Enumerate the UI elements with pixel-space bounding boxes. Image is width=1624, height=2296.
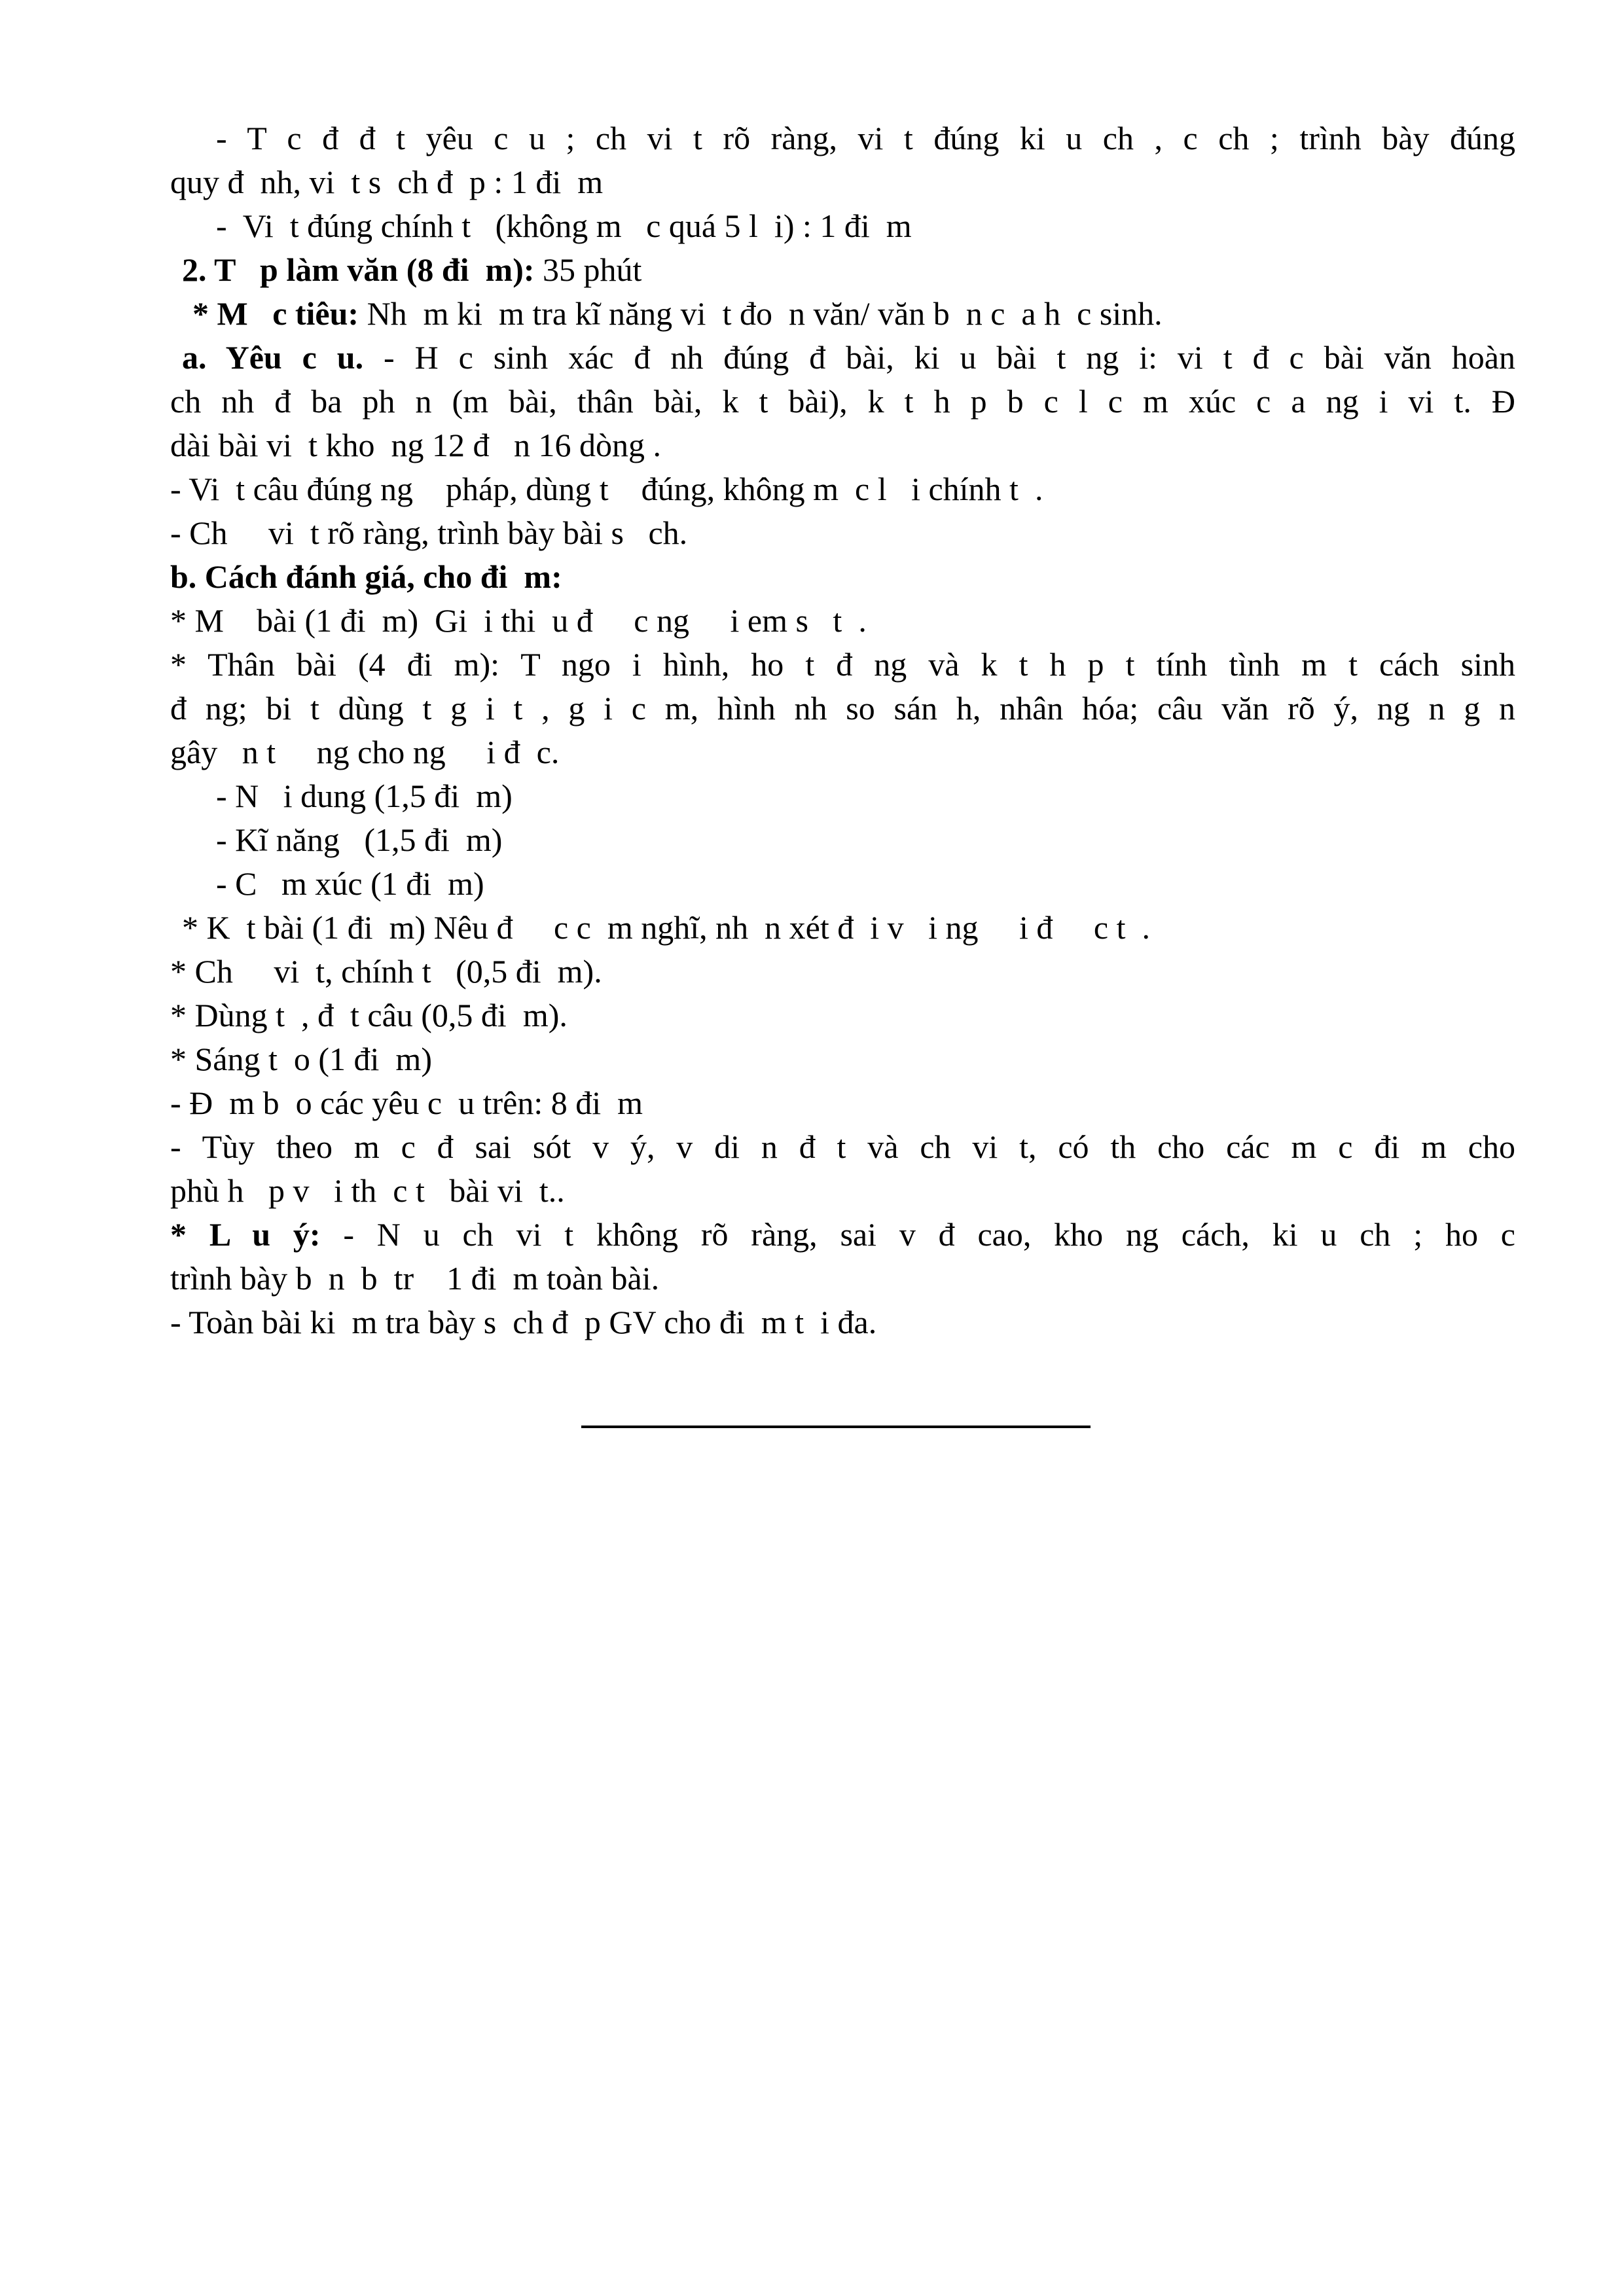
grading-adjust-1: - Tùy theo m c đ sai sót v ý, v di n đ t và ch vi t, có th cho các m c đi m cho — [170, 1128, 1515, 1165]
grading-body-3: gây n t ng cho ng i đ c. — [170, 734, 560, 770]
grading-handwriting: * Ch vi t, chính t (0,5 đi m). — [170, 953, 602, 990]
section-heading-essay — [170, 248, 1515, 292]
requirements-grammar: - Vi t câu đúng ng pháp, dùng t đúng, không m c l i chính t . — [170, 471, 1043, 507]
requirements-line-1 — [170, 336, 1515, 380]
grading-body-2: đ ng; bi t dùng t g i t , g i c m, hình nh so sán h, nhân hóa; câu văn rõ ý, ng n g n — [170, 690, 1515, 726]
grading-wording: * Dùng t , đ t câu (0,5 đi m). — [170, 997, 568, 1033]
objective-line — [170, 292, 1515, 336]
grading-content: - N i dung (1,5 đi m) — [216, 778, 513, 814]
grading-skill: - Kĩ năng (1,5 đi m) — [216, 821, 503, 858]
grading-intro: * M bài (1 đi m) Gi i thi u đ c ng i em s t . — [170, 602, 867, 639]
note-line-2: trình bày b n b tr 1 đi m toàn bài. — [170, 1260, 660, 1297]
criteria-line-handwriting-cont: quy đ nh, vi t s ch đ p : 1 đi m — [170, 164, 604, 200]
requirements-text-1: - H c sinh xác đ nh đúng đ bài, ki u bài t ng i: vi t đ c bài văn hoàn — [363, 339, 1515, 376]
end-separator-line — [581, 1426, 1091, 1428]
grading-heading-label: b. Cách đánh giá, cho đi m: — [170, 558, 562, 595]
section-heading-essay-label: 2. T p làm văn (8 đi m): — [182, 251, 535, 288]
requirements-label: a. Yêu c u. — [182, 339, 364, 376]
objective-label: * M c tiêu: — [192, 295, 359, 332]
criteria-line-handwriting: - T c đ đ t yêu c u ; ch vi t rõ ràng, vi t đúng ki u ch , c ch ; trình bày đúng — [216, 120, 1515, 156]
grading-conclusion: * K t bài (1 đi m) Nêu đ c c m nghĩ, nh n xét đ i v i ng i đ c t . — [182, 909, 1150, 946]
note-text-1: - N u ch vi t không rõ ràng, sai v đ cao, kho ng cách, ki u ch ; ho c — [320, 1216, 1515, 1253]
grading-creativity: * Sáng t o (1 đi m) — [170, 1041, 432, 1077]
objective-text: Nh m ki m tra kĩ năng vi t đo n văn/ văn b n c a h c sinh. — [359, 295, 1163, 332]
grading-body-1: * Thân bài (4 đi m): T ngo i hình, ho t đ ng và k t h p t tính tình m t cách sinh — [170, 646, 1515, 683]
criteria-line-spelling: - Vi t đúng chính t (không m c quá 5 l i) : 1 đi m — [216, 207, 912, 244]
grading-heading — [170, 555, 1515, 599]
grading-adjust-2: phù h p v i th c t bài vi t.. — [170, 1172, 565, 1209]
note-line-3: - Toàn bài ki m tra bày s ch đ p GV cho đi m t i đa. — [170, 1304, 877, 1340]
document-body — [170, 117, 1515, 1344]
note-line-1 — [170, 1213, 1515, 1257]
requirements-line-3: dài bài vi t kho ng 12 đ n 16 dòng . — [170, 427, 661, 463]
grading-emotion: - C m xúc (1 đi m) — [216, 865, 484, 902]
section-heading-essay-time: 35 phút — [534, 251, 642, 288]
grading-total: - Đ m b o các yêu c u trên: 8 đi m — [170, 1085, 643, 1121]
note-label: * L u ý: — [170, 1216, 321, 1253]
requirements-line-2: ch nh đ ba ph n (m bài, thân bài, k t bài), k t h p b c l c m xúc c a ng i vi t. Đ — [170, 383, 1515, 420]
requirements-handwriting: - Ch vi t rõ ràng, trình bày bài s ch. — [170, 514, 688, 551]
